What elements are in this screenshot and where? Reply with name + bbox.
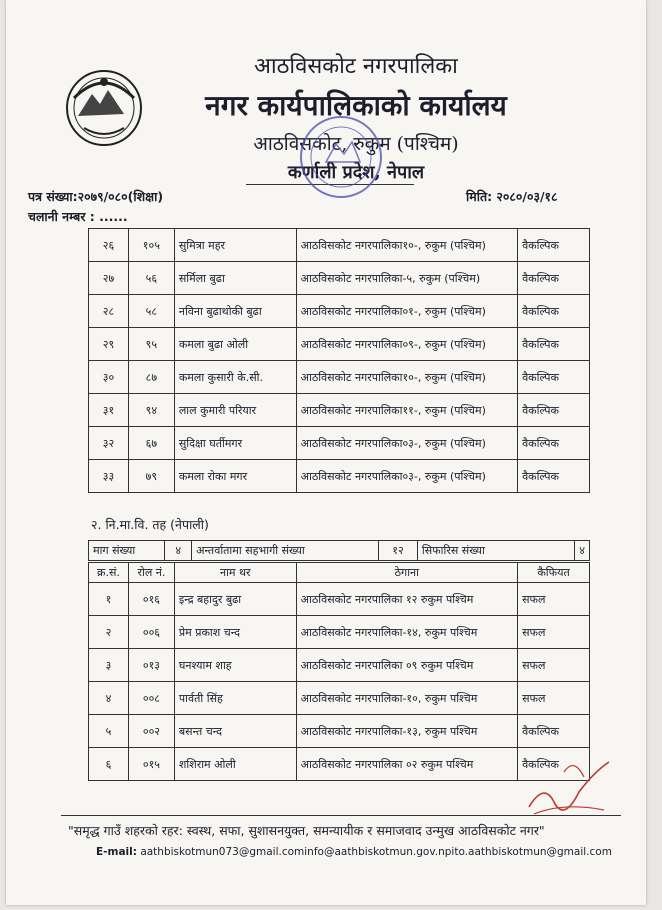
table-row — [89, 229, 590, 262]
row-name: सुदिक्षा घर्तीमगर — [174, 427, 296, 460]
participants-label: अन्तर्वातामा सहभागी संख्या — [192, 541, 379, 561]
table-row — [89, 616, 590, 649]
row-remarks: सफल — [518, 583, 590, 616]
row-serial: ५ — [89, 715, 129, 748]
row-name: सुमित्रा महर — [174, 229, 296, 262]
dispatch-number: चलानी नम्बर : ...... — [28, 209, 128, 224]
row-roll: ८७ — [128, 361, 174, 394]
row-serial: ६ — [89, 748, 129, 781]
row-name: कमला रोका मगर — [174, 460, 296, 493]
section-2-summary — [88, 540, 590, 561]
demand-value: ४ — [165, 541, 192, 561]
row-serial: ३१ — [89, 394, 129, 427]
row-remarks: वैकल्पिक — [518, 262, 590, 295]
office-title: नगर कार्यपालिकाको कार्यालय — [205, 89, 507, 122]
recommend-label: सिफारिस संख्या — [417, 541, 574, 561]
province-name: कर्णाली प्रदेश, नेपाल — [287, 162, 425, 183]
row-serial: २८ — [89, 295, 129, 328]
row-serial: ३० — [89, 361, 129, 394]
row-roll: ५८ — [128, 295, 174, 328]
row-address: आठविसकोट नगरपालिका-१४, रुकुम पश्चिम — [296, 616, 517, 649]
row-address: आठविसकोट नगरपालिका ०२ रुकुम पश्चिम — [296, 748, 517, 781]
footer-email — [96, 846, 612, 858]
table-row — [89, 649, 590, 682]
row-remarks: वैकल्पिक — [518, 295, 590, 328]
table-row — [89, 295, 590, 328]
row-name: सर्मिला बुढा — [174, 262, 296, 295]
row-address: आठविसकोट नगरपालिका-१०, रुकुम पश्चिम — [296, 682, 517, 715]
row-roll: ७९ — [128, 460, 174, 493]
row-roll: १०५ — [128, 229, 174, 262]
table-row — [89, 328, 590, 361]
participants-value: १२ — [379, 541, 418, 561]
section-2-title: २. नि.मा.वि. तह (नेपाली) — [91, 517, 209, 532]
row-address: आठविसकोट नगरपालिका-१३, रुकुम पश्चिम — [296, 715, 517, 748]
table-row — [89, 682, 590, 715]
row-roll: ५६ — [128, 262, 174, 295]
row-name: शशिराम ओली — [174, 748, 296, 781]
table-row — [89, 715, 590, 748]
letter-number: पत्र संख्या:२०७९/०८०(शिक्षा) — [28, 189, 164, 204]
row-address: आठविसकोट नगरपालिका१०-, रुकुम (पश्चिम) — [296, 361, 517, 394]
row-address: आठविसकोट नगरपालिका ०९ रुकुम पश्चिम — [296, 649, 517, 682]
row-remarks: वैकल्पिक — [518, 328, 590, 361]
row-serial: ४ — [89, 682, 129, 715]
row-serial: १ — [89, 583, 129, 616]
office-stamp — [296, 112, 386, 202]
col-serial: क्र.सं. — [89, 563, 129, 583]
row-address: आठविसकोट नगरपालिका०३-, रुकुम (पश्चिम) — [296, 460, 517, 493]
row-name: घनश्याम शाह — [174, 649, 296, 682]
row-roll: ९४ — [128, 394, 174, 427]
municipality-name: आठविसकोट नगरपालिका — [254, 54, 458, 79]
office-location: आठविसकोट, रुकुम (पश्चिम) — [253, 133, 459, 155]
row-remarks: वैकल्पिक — [518, 715, 590, 748]
footer-divider — [61, 815, 621, 816]
table-row — [89, 748, 590, 781]
row-remarks: वैकल्पिक — [518, 427, 590, 460]
row-address: आठविसकोट नगरपालिका-५, रुकुम (पश्चिम) — [296, 262, 517, 295]
row-roll: ०१६ — [128, 583, 174, 616]
row-address: आठविसकोट नगरपालिका १२ रुकुम पश्चिम — [296, 583, 517, 616]
row-remarks: सफल — [518, 682, 590, 715]
row-serial: २६ — [89, 229, 129, 262]
col-roll: रोल नं. — [128, 563, 174, 583]
row-name: नविना बुढाथोकी बुढा — [174, 295, 296, 328]
col-remarks: कैफियत — [518, 563, 590, 583]
table-row — [89, 262, 590, 295]
row-name: कमला कुसारी के.सी. — [174, 361, 296, 394]
email-value: aathbiskotmun073@gmail.cominfo@aathbiskotmun.gov.npito.aathbiskotmun@gmail.com — [140, 846, 612, 858]
row-serial: ३ — [89, 649, 129, 682]
row-name: बसन्त चन्द — [174, 715, 296, 748]
row-serial: २ — [89, 616, 129, 649]
row-name: इन्द्र बहादुर बुढा — [174, 583, 296, 616]
col-name: नाम थर — [174, 563, 296, 583]
table-row — [89, 460, 590, 493]
table-row — [89, 427, 590, 460]
row-address: आठविसकोट नगरपालिका११-, रुकुम (पश्चिम) — [296, 394, 517, 427]
row-roll: ००६ — [128, 616, 174, 649]
row-roll: ००८ — [128, 682, 174, 715]
row-serial: ३३ — [89, 460, 129, 493]
row-address: आठविसकोट नगरपालिका०१-, रुकुम (पश्चिम) — [296, 295, 517, 328]
row-remarks: सफल — [518, 649, 590, 682]
table-row — [89, 583, 590, 616]
table-row — [89, 361, 590, 394]
row-remarks: वैकल्पिक — [518, 748, 590, 781]
table-row — [89, 394, 590, 427]
candidates-table-1 — [88, 228, 590, 493]
row-remarks: वैकल्पिक — [518, 394, 590, 427]
row-remarks: वैकल्पिक — [518, 229, 590, 262]
row-address: आठविसकोट नगरपालिका०९-, रुकुम (पश्चिम) — [296, 328, 517, 361]
letter-date: मिति: २०८०/०३/१८ — [466, 189, 558, 204]
col-address: ठेगाना — [296, 563, 517, 583]
row-serial: ३२ — [89, 427, 129, 460]
footer-slogan: "समृद्ध गाउँ शहरको रहर: स्वस्थ, सफा, सुशासनयुक्त, समन्यायीक र समाजवाद उन्मुख आठविसकोट नगर" — [68, 823, 545, 838]
row-roll: ०१३ — [128, 649, 174, 682]
row-name: प्रेम प्रकाश चन्द — [174, 616, 296, 649]
demand-label: माग संख्या — [89, 541, 165, 561]
row-name: लाल कुमारी परियार — [174, 394, 296, 427]
candidates-table-2 — [88, 562, 590, 781]
row-serial: २७ — [89, 262, 129, 295]
row-address: आठविसकोट नगरपालिका१०-, रुकुम (पश्चिम) — [296, 229, 517, 262]
email-label: E-mail: — [96, 846, 137, 858]
row-serial: २९ — [89, 328, 129, 361]
row-remarks: वैकल्पिक — [518, 460, 590, 493]
handwritten-signature — [524, 752, 614, 822]
row-name: कमला बुढा ओली — [174, 328, 296, 361]
row-roll: ००२ — [128, 715, 174, 748]
row-address: आठविसकोट नगरपालिका०३-, रुकुम (पश्चिम) — [296, 427, 517, 460]
letter-page — [6, 0, 646, 905]
row-remarks: सफल — [518, 616, 590, 649]
recommend-value: ४ — [575, 541, 590, 561]
row-roll: ९५ — [128, 328, 174, 361]
row-name: पार्वती सिंह — [174, 682, 296, 715]
row-roll: ०१५ — [128, 748, 174, 781]
row-roll: ६७ — [128, 427, 174, 460]
row-remarks: वैकल्पिक — [518, 361, 590, 394]
